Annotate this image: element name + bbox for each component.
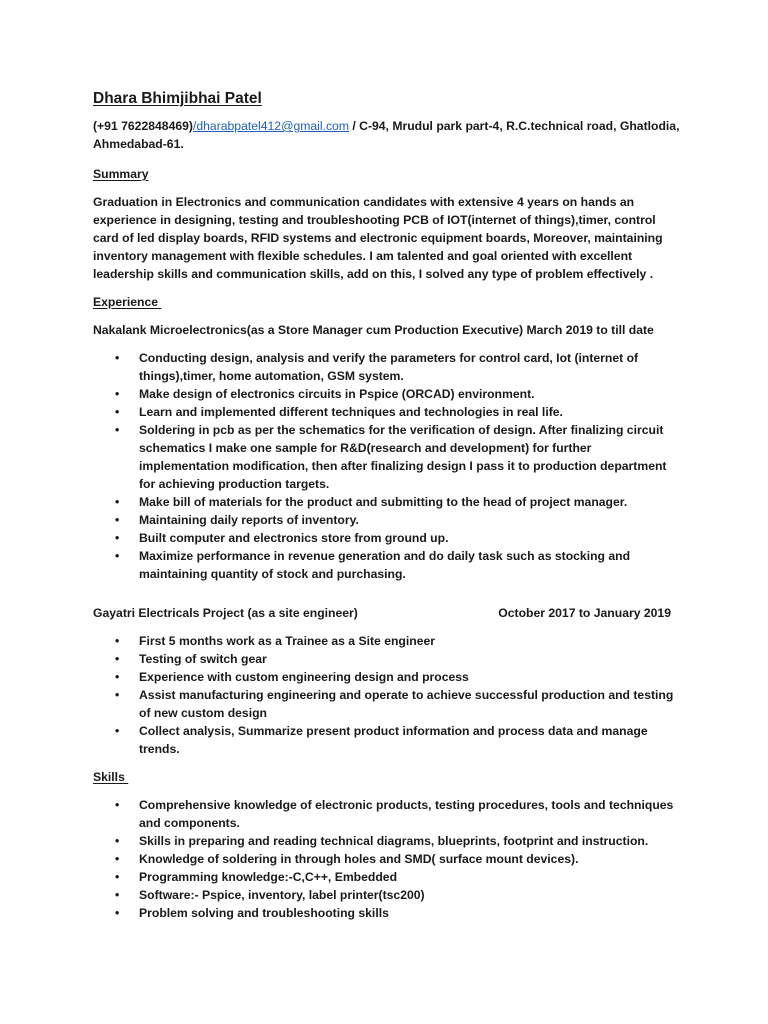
list-item: • First 5 months work as a Trainee as a Site engineer	[115, 634, 435, 648]
list-item: • Maximize performance in revenue generation and do daily task such as stocking and maintaining quantity of stock and purchasing.	[115, 549, 631, 581]
job-duties-list	[93, 349, 683, 583]
bullet-icon: •	[115, 906, 120, 920]
bullet-icon: •	[115, 834, 120, 848]
list-item: • Testing of switch gear	[115, 652, 267, 666]
bullet-icon: •	[115, 495, 120, 509]
bullet-icon: •	[115, 870, 120, 884]
bullet-icon: •	[115, 888, 120, 902]
bullet-icon: •	[115, 351, 120, 365]
job-title: Nakalank Microelectronics(as a Store Manager cum Production Executive) March 2019 to till date	[93, 323, 654, 337]
job-title: Gayatri Electricals Project (as a site engineer)	[93, 606, 358, 620]
list-item: • Learn and implemented different techniques and technologies in real life.	[115, 405, 563, 419]
job-title-line	[93, 604, 683, 622]
bullet-icon: •	[115, 688, 120, 702]
summary-heading: Summary	[93, 167, 149, 181]
list-item: • Make bill of materials for the product and submitting to the head of project manager.	[115, 495, 628, 509]
job-duties-list	[93, 632, 683, 758]
list-item: • Soldering in pcb as per the schematics for the verification of design. After finalizing circuit schematics I make one sample for R&D(research and development) for further implementation modification, then after finalizing design I pass it to production department for achieving production targets.	[115, 423, 667, 491]
bullet-icon: •	[115, 852, 120, 866]
job-title-line	[93, 321, 683, 339]
list-item: • Assist manufacturing engineering and operate to achieve successful production and testing of new custom design	[115, 688, 674, 720]
list-item: • Knowledge of soldering in through holes and SMD( surface mount devices).	[115, 852, 579, 866]
bullet-icon: •	[115, 724, 120, 738]
list-item: • Make design of electronics circuits in Pspice (ORCAD) environment.	[115, 387, 535, 401]
candidate-name: Dhara Bhimjibhai Patel	[93, 90, 262, 107]
bullet-icon: •	[115, 513, 120, 527]
experience-heading: Experience	[93, 295, 162, 309]
bullet-icon: •	[115, 423, 120, 437]
resume-page	[93, 88, 683, 922]
bullet-icon: •	[115, 798, 120, 812]
bullet-icon: •	[115, 549, 120, 563]
list-item: • Comprehensive knowledge of electronic products, testing procedures, tools and techniques and components.	[115, 798, 674, 830]
contact-line	[93, 117, 683, 153]
list-item: • Collect analysis, Summarize present product information and process data and manage trends.	[115, 724, 648, 756]
bullet-icon: •	[115, 670, 120, 684]
job-dates: October 2017 to January 2019	[498, 606, 671, 620]
address: / C-94, Mrudul park part-4, R.C.technical road, Ghatlodia, Ahmedabad-61.	[93, 119, 680, 151]
bullet-icon: •	[115, 652, 120, 666]
list-item: • Experience with custom engineering design and process	[115, 670, 469, 684]
skills-list	[93, 796, 683, 922]
phone-number: (+91 7622848469)	[93, 119, 193, 133]
bullet-icon: •	[115, 405, 120, 419]
list-item: • Problem solving and troubleshooting skills	[115, 906, 389, 920]
bullet-icon: •	[115, 531, 120, 545]
email-link[interactable]: /dharabpatel412@gmail.com	[192, 119, 349, 133]
list-item: • Built computer and electronics store from ground up.	[115, 531, 449, 545]
bullet-icon: •	[115, 387, 120, 401]
bullet-icon: •	[115, 634, 120, 648]
list-item: • Software:- Pspice, inventory, label printer(tsc200)	[115, 888, 425, 902]
summary-text: Graduation in Electronics and communication candidates with extensive 4 years on hands an experience in designing, testing and troubleshooting PCB of IOT(internet of things),timer, control card of led display boards, RFID systems and electronic equipment boards, Moreover, maintaining inventory management with flexible schedules. I am talented and goal oriented with excellent leadership skills and communication skills, add on this, I solved any type of problem effectively .	[93, 195, 663, 281]
skills-heading: Skills	[93, 770, 129, 784]
list-item: • Programming knowledge:-C,C++, Embedded	[115, 870, 398, 884]
list-item: • Conducting design, analysis and verify the parameters for control card, Iot (internet of things),timer, home automation, GSM system.	[115, 351, 639, 383]
list-item: • Maintaining daily reports of inventory.	[115, 513, 359, 527]
list-item: • Skills in preparing and reading technical diagrams, blueprints, footprint and instruction.	[115, 834, 649, 848]
